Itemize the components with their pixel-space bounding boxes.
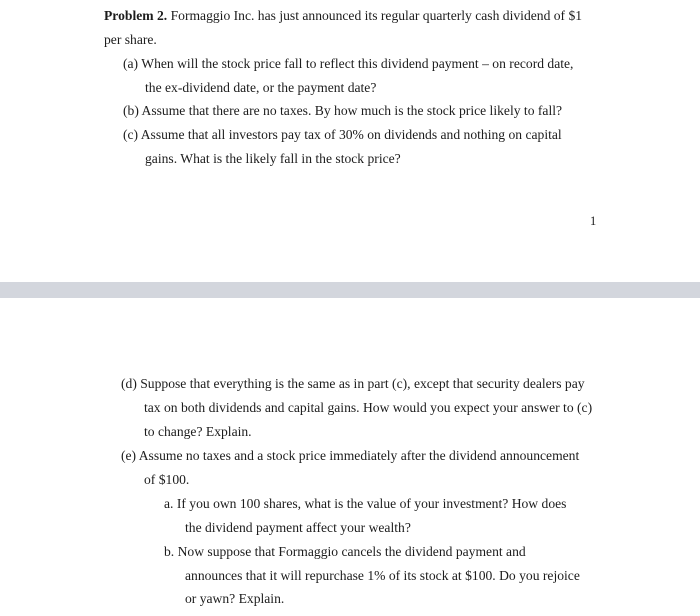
part-e-sub-b-line-1: b. Now suppose that Formaggio cancels the dividend payment and bbox=[164, 544, 526, 559]
part-b-line-1: (b) Assume that there are no taxes. By how much is the stock price likely to fall? bbox=[123, 103, 563, 118]
document-page-1 bbox=[0, 0, 700, 282]
part-e-sub-b-line-3: or yawn? Explain. bbox=[185, 591, 285, 606]
page-number: 1 bbox=[590, 214, 597, 228]
part-a-line-2: the ex-dividend date, or the payment date? bbox=[145, 80, 377, 95]
part-d-line-1: (d) Suppose that everything is the same as in part (c), except that security dealers pay bbox=[121, 376, 585, 391]
part-e-sub-b-line-2: announces that it will repurchase 1% of its stock at $100. Do you rejoice bbox=[185, 568, 580, 583]
part-e-line-2: of $100. bbox=[144, 472, 190, 487]
part-c-line-1: (c) Assume that all investors pay tax of 30% on dividends and nothing on capital bbox=[123, 127, 562, 142]
part-c-line-2: gains. What is the likely fall in the stock price? bbox=[145, 151, 401, 166]
part-e-line-1: (e) Assume no taxes and a stock price immediately after the dividend announcement bbox=[121, 448, 580, 463]
part-d-line-3: to change? Explain. bbox=[144, 424, 252, 439]
problem-intro-line-2: per share. bbox=[104, 32, 157, 47]
problem-intro-line-1 bbox=[104, 7, 582, 25]
part-e-sub-a-line-1: a. If you own 100 shares, what is the value of your investment? How does bbox=[164, 496, 567, 511]
part-e-sub-a-line-2: the dividend payment affect your wealth? bbox=[185, 520, 411, 535]
page-separator bbox=[0, 282, 700, 298]
part-d-line-2: tax on both dividends and capital gains. How would you expect your answer to (c) bbox=[144, 400, 593, 415]
document-page-2 bbox=[0, 298, 700, 616]
part-a-line-1: (a) When will the stock price fall to reflect this dividend payment – on record date, bbox=[123, 56, 574, 71]
problem-intro-text: Formaggio Inc. has just announced its regular quarterly cash dividend of $1 bbox=[170, 8, 583, 23]
problem-label: Problem 2. bbox=[104, 8, 168, 23]
